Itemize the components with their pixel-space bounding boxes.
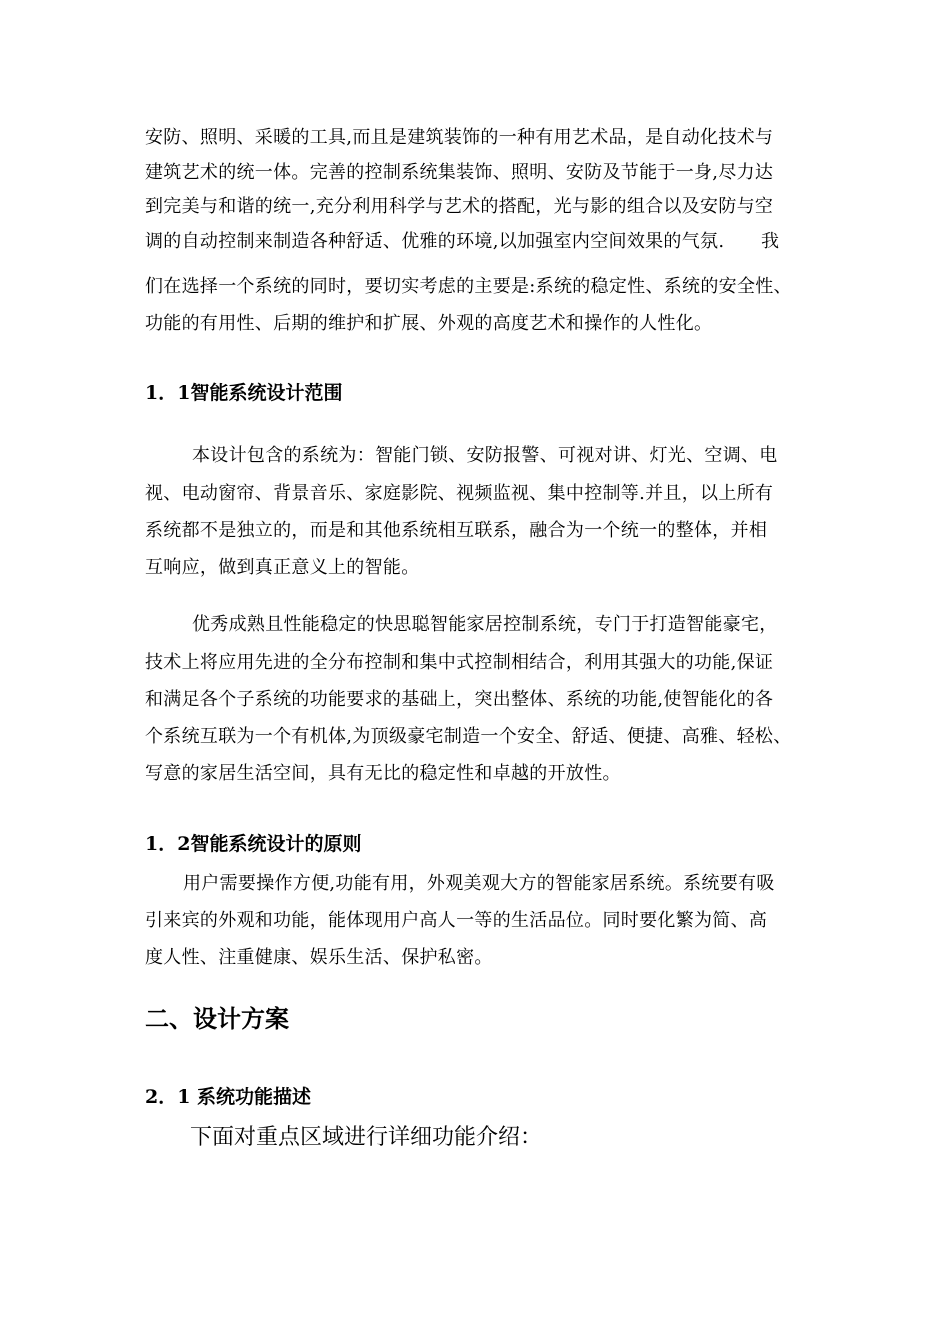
paragraph-line: 用户需要操作方便,功能有用，外观美观大方的智能家居系统。系统要有吸 [183,873,775,894]
intro-line: 到完美与和谐的统一,充分利用科学与艺术的搭配，光与影的组合以及安防与空 [145,196,774,217]
paragraph-line: 优秀成熟且性能稳定的快思聪智能家居控制系统，专门于打造智能豪宅， [192,614,778,635]
paragraph-line: 本设计包含的系统为：智能门锁、安防报警、可视对讲、灯光、空调、电 [192,445,778,466]
section-heading: 1．1智能系统设计范围 [145,382,343,404]
paragraph-line: 写意的家居生活空间，具有无比的稳定性和卓越的开放性。 [145,763,621,784]
intro-line: 安防、照明、采暖的工具,而且是建筑装饰的一种有用艺术品，是自动化技术与 [145,127,774,148]
paragraph-line: 互响应，做到真正意义上的智能。 [145,557,420,578]
paragraph-line: 下面对重点区域进行详细功能介绍： [190,1125,543,1150]
paragraph-line: 技术上将应用先进的全分布控制和集中式控制相结合，利用其强大的功能,保证 [145,652,774,673]
intro-line: 们在选择一个系统的同时，要切实考虑的主要是:系统的稳定性、系统的安全性、 [145,276,792,297]
chapter-title: 二、设计方案 [145,1004,289,1033]
paragraph-line: 系统都不是独立的，而是和其他系统相互联系，融合为一个统一的整体，并相 [145,520,768,541]
paragraph-line: 度人性、注重健康、娱乐生活、保护私密。 [145,947,493,968]
paragraph-line: 引来宾的外观和功能，能体现用户高人一等的生活品位。同时要化繁为简、高 [145,910,768,931]
intro-line: 功能的有用性、后期的维护和扩展、外观的高度艺术和操作的人性化。 [145,313,713,334]
paragraph-line: 个系统互联为一个有机体,为顶级豪宅制造一个安全、舒适、便捷、高雅、轻松、 [145,726,792,747]
section-heading: 2．1 系统功能描述 [145,1086,312,1108]
intro-line: 调的自动控制来制造各种舒适、优雅的环境,以加强室内空间效果的气氛. 我 [145,231,780,252]
paragraph-line: 和满足各个子系统的功能要求的基础上，突出整体、系统的功能,使智能化的各 [145,689,774,710]
section-heading: 1．2智能系统设计的原则 [145,833,362,855]
intro-line: 建筑艺术的统一体。完善的控制系统集装饰、照明、安防及节能于一身,尽力达 [145,162,774,183]
paragraph-line: 视、电动窗帘、背景音乐、家庭影院、视频监视、集中控制等.并且，以上所有 [145,483,774,504]
